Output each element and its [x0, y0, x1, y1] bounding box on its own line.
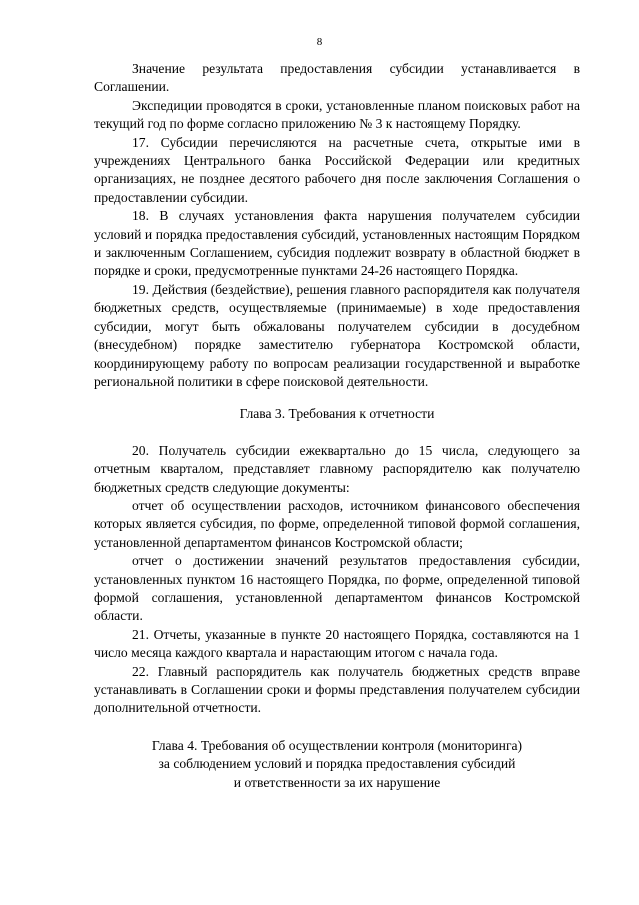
- chapter-4-heading-line: за соблюдением условий и порядка предоставления субсидий: [158, 756, 516, 772]
- chapter-4-heading-line: и ответственности за их нарушение: [233, 774, 441, 790]
- paragraph-expeditions: Экспедиции проводятся в сроки, установленные планом поисковых работ на текущий год по форме согласно приложению № 3 к настоящему Порядку.: [94, 97, 580, 132]
- paragraph-20: 20. Получатель субсидии ежеквартально до 15 числа, следующего за отчетным кварталом, представляет главному распорядителю как получателю бюджетных средств следующие документы:: [94, 442, 580, 495]
- paragraph-17: 17. Субсидии перечисляются на расчетные счета, открытые ими в учреждениях Центрального банка Российской Федерации или кредитных организациях, не позднее десятого рабочего дня после заключения Соглашения о предоставлении субсидии.: [94, 134, 580, 205]
- paragraph-20-expense-report: отчет об осуществлении расходов, источником финансового обеспечения которых является субсидия, по форме, определенной типовой формой соглашения, установленной департаментом финансов Костромской области;: [94, 497, 580, 550]
- paragraph-result-value: Значение результата предоставления субсидии устанавливается в Соглашении.: [94, 61, 580, 95]
- paragraph-21: 21. Отчеты, указанные в пункте 20 настоящего Порядка, составляются на 1 число месяца каждого квартала и нарастающим итогом с начала года.: [94, 626, 580, 661]
- chapter-3-heading: Глава 3. Требования к отчетности: [239, 406, 435, 422]
- chapter-4-heading: [94, 737, 580, 792]
- paragraph-20-results-report: отчет о достижении значений результатов предоставления субсидии, установленных пунктом 16 настоящего Порядка, по форме, определенной типовой формой соглашения, установленной департаментом финансов Костромской области.: [94, 553, 580, 624]
- paragraph-18: 18. В случаях установления факта нарушения получателем субсидии условий и порядка предоставления субсидий, установленных настоящим Порядком и заключенным Соглашением, субсидия подлежит возврату в областной бюджет в порядке и сроки, предусмотренные пунктами 24-26 настоящего Порядка.: [94, 208, 580, 279]
- paragraph-19: 19. Действия (бездействие), решения главного распорядителя как получателя бюджетных средств, осуществляемые (принимаемые) в ходе предоставления субсидии, могут быть обжалованы получателем субсидии в досудебном (внесудебном) порядке заместителю губернатора Костромской области, координирующему работу по вопросам реализации государственной и выработке региональной политики в сфере поисковой деятельности.: [94, 281, 580, 389]
- chapter-4-heading-line: Глава 4. Требования об осуществлении контроля (мониторинга): [151, 737, 523, 753]
- document-body: [94, 60, 580, 792]
- page-number: 8: [316, 36, 323, 48]
- paragraph-22: 22. Главный распорядитель как получатель бюджетных средств вправе устанавливать в Соглашении сроки и формы представления получателем субсидии дополнительной отчетности.: [94, 663, 580, 716]
